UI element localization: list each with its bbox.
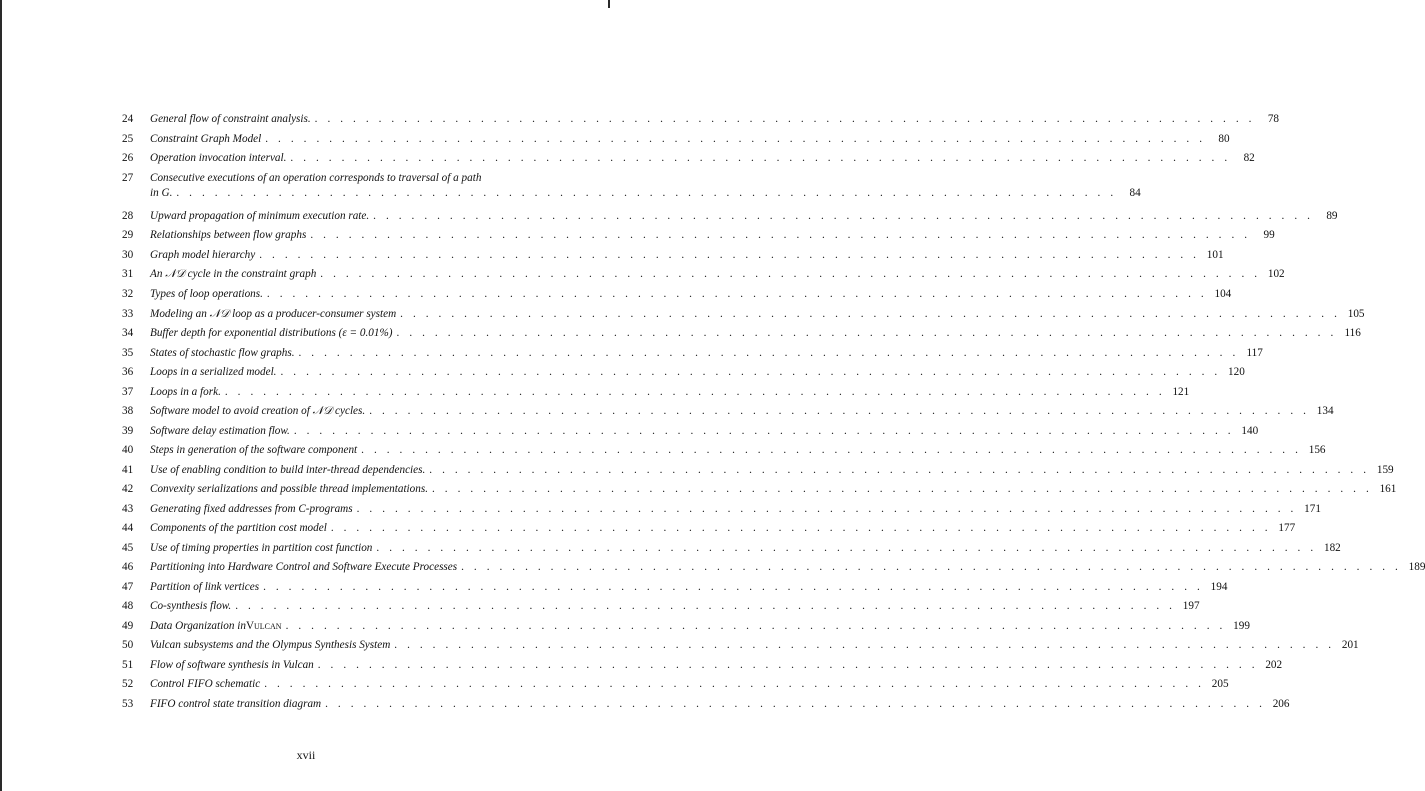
entry-body (150, 424, 1259, 439)
figure-number: 41 (122, 463, 134, 476)
page-ref[interactable]: 197 (1182, 600, 1200, 613)
entry-body (150, 151, 1255, 166)
entry-body (150, 502, 1321, 517)
page-ref[interactable]: 206 (1272, 697, 1290, 710)
entry-body (150, 580, 1228, 595)
toc-entry[interactable] (122, 326, 1361, 346)
dot-leader: . . . . . . . . . . . . . . . . . . . . . . . . . . . . . . . . . . . . . . . . . . . . . . . . . . . . . . . . . . . . . . . . . . . . . . . . . . (461, 561, 1402, 574)
figure-title: An 𝒩𝒟 cycle in the constraint graph (150, 268, 317, 281)
figure-number: 45 (122, 541, 134, 554)
figure-number: 50 (122, 639, 134, 652)
toc-entry[interactable] (122, 541, 1341, 561)
entry-line (150, 482, 1397, 497)
page-ref[interactable]: 116 (1344, 327, 1361, 340)
dot-leader: . . . . . . . . . . . . . . . . . . . . . . . . . . . . . . . . . . . . . . . . . . . . . . . . . . . . . . . . . . . . . . . . . . . . . . . . . . (235, 600, 1176, 613)
toc-entry[interactable] (122, 443, 1326, 463)
figure-title-smallcaps: Vulcan (245, 619, 282, 632)
dot-leader: . . . . . . . . . . . . . . . . . . . . . . . . . . . . . . . . . . . . . . . . . . . . . . . . . . . . . . . . . . . . . . . . . . . . . . . . . . (264, 678, 1205, 691)
figure-title: Generating fixed addresses from C-programs (150, 502, 353, 515)
entry-line (150, 307, 1365, 322)
figure-number: 51 (122, 658, 134, 671)
figure-title: Flow of software synthesis in Vulcan (150, 658, 314, 671)
toc-entry[interactable] (122, 619, 1250, 639)
entry-line (150, 385, 1190, 400)
figure-number: 49 (122, 619, 134, 632)
entry-body (150, 112, 1280, 127)
figure-title-continuation: in G. (150, 186, 173, 199)
page-ref[interactable]: 117 (1246, 346, 1263, 359)
toc-entry[interactable] (122, 658, 1283, 678)
dot-leader: . . . . . . . . . . . . . . . . . . . . . . . . . . . . . . . . . . . . . . . . . . . . . . . . . . . . . . . . . . . . . . . . . . . . . . . . . . (330, 522, 1272, 535)
entry-line (150, 580, 1228, 595)
figure-number: 37 (122, 385, 134, 398)
toc-entry[interactable] (122, 228, 1275, 248)
entry-line (150, 443, 1326, 458)
entry-body (150, 287, 1232, 302)
entry-body (150, 346, 1263, 361)
toc-entry[interactable] (122, 638, 1359, 658)
figure-number: 29 (122, 229, 134, 242)
page-ref[interactable]: 177 (1278, 522, 1296, 535)
figure-number: 48 (122, 600, 134, 613)
entry-body (150, 385, 1190, 400)
entry-line (150, 521, 1296, 536)
page-ref[interactable]: 121 (1172, 385, 1190, 398)
page-ref[interactable]: 202 (1265, 658, 1283, 671)
entry-line (150, 287, 1232, 302)
figure-number: 40 (122, 444, 134, 457)
dot-leader: . . . . . . . . . . . . . . . . . . . . . . . . . . . . . . . . . . . . . . . . . . . . . . . . . . . . . . . . . . . . . . . . . . . . . . . . . . (176, 186, 1117, 199)
toc-entry[interactable] (122, 248, 1224, 268)
figure-title: Operation invocation interval. (150, 152, 287, 165)
page-ref[interactable]: 102 (1267, 268, 1285, 281)
figure-title: Use of enabling condition to build inter-thread dependencies. (150, 463, 426, 476)
entry-line (150, 248, 1224, 263)
entry-line (150, 132, 1230, 147)
dot-leader: . . . . . . . . . . . . . . . . . . . . . . . . . . . . . . . . . . . . . . . . . . . . . . . . . . . . . . . . . . . . . . . . . . . . . . . . . . (310, 229, 1251, 242)
entry-body (150, 326, 1361, 341)
toc-entry[interactable] (122, 287, 1232, 307)
entry-body (150, 404, 1334, 419)
entry-body (150, 658, 1283, 673)
figure-number: 27 (122, 171, 134, 184)
entry-line (150, 151, 1255, 166)
toc-entry[interactable] (122, 151, 1255, 171)
page-ref[interactable]: 140 (1241, 424, 1259, 437)
figure-number: 43 (122, 502, 134, 515)
entry-line (150, 404, 1334, 419)
figure-number: 47 (122, 580, 134, 593)
entry-body (150, 307, 1365, 322)
toc-entry[interactable] (122, 697, 1290, 717)
figure-number: 28 (122, 209, 134, 222)
dot-leader: . . . . . . . . . . . . . . . . . . . . . . . . . . . . . . . . . . . . . . . . . . . . . . . . . . . . . . . . . . . . . . . . . . . . . . . . . . (280, 366, 1221, 379)
figure-title: Modeling an 𝒩𝒟 loop as a producer-consumer system (150, 307, 397, 320)
entry-body (150, 619, 1250, 634)
figure-number: 44 (122, 522, 134, 535)
figure-title: Software delay estimation flow. (150, 424, 290, 437)
dot-leader: . . . . . . . . . . . . . . . . . . . . . . . . . . . . . . . . . . . . . . . . . . . . . . . . . . . . . . . . . . . . . . . . . . . . . . . . . . (266, 288, 1208, 300)
page-ref[interactable]: 161 (1379, 483, 1397, 496)
dot-leader: . . . . . . . . . . . . . . . . . . . . . . . . . . . . . . . . . . . . . . . . . . . . . . . . . . . . . . . . . . . . . . . . . . . . . . . . . . (376, 541, 1317, 554)
figure-number: 46 (122, 561, 134, 574)
figure-title: Types of loop operations. (150, 288, 263, 300)
entry-line (150, 502, 1321, 517)
figure-title: Steps in generation of the software component (150, 444, 358, 457)
toc-entry[interactable] (122, 521, 1296, 541)
figure-number: 25 (122, 132, 134, 145)
page-ref[interactable]: 101 (1206, 248, 1224, 261)
figure-title: Constraint Graph Model (150, 132, 262, 145)
entry-body (150, 171, 1141, 201)
entry-line (150, 346, 1263, 361)
figure-number: 53 (122, 697, 134, 710)
page-ref[interactable]: 78 (1267, 113, 1280, 125)
figure-title: Use of timing properties in partition cost function (150, 541, 373, 554)
entry-body (150, 697, 1290, 712)
entry-body (150, 521, 1296, 536)
entry-body (150, 560, 1425, 575)
page-ref[interactable]: 159 (1376, 463, 1394, 476)
entry-body (150, 443, 1326, 458)
entry-body (150, 677, 1229, 692)
dot-leader: . . . . . . . . . . . . . . . . . . . . . . . . . . . . . . . . . . . . . . . . . . . . . . . . . . . . . . . . . . . . . . . . . . . . . . . . . . (325, 697, 1266, 710)
figure-title: States of stochastic flow graphs. (150, 346, 295, 359)
figure-title: Loops in a fork. (150, 385, 221, 398)
entry-body (150, 132, 1230, 147)
entry-line (150, 619, 1250, 634)
toc-entry[interactable] (122, 365, 1245, 385)
dot-leader: . . . . . . . . . . . . . . . . . . . . . . . . . . . . . . . . . . . . . . . . . . . . . . . . . . . . . . . . . . . . . . . . . . . . . . . . . . (361, 444, 1302, 457)
dot-leader: . . . . . . . . . . . . . . . . . . . . . . . . . . . . . . . . . . . . . . . . . . . . . . . . . . . . . . . . . . . . . . . . . . . . . . . . . . (293, 424, 1235, 437)
page-number: xvii (296, 748, 316, 762)
entry-line (150, 658, 1283, 673)
page-ref[interactable]: 80 (1218, 132, 1230, 145)
dot-leader: . . . . . . . . . . . . . . . . . . . . . . . . . . . . . . . . . . . . . . . . . . . . . . . . . . . . . . . . . . . . . . . . . . . . . . . . . . (263, 580, 1204, 593)
toc-entry[interactable] (122, 599, 1200, 619)
figure-number: 42 (122, 483, 134, 496)
figure-title: FIFO control state transition diagram (150, 697, 322, 710)
dot-leader: . . . . . . . . . . . . . . . . . . . . . . . . . . . . . . . . . . . . . . . . . . . . . . . . . . . . . . . . . . . . . . . . . . . . . . . . . . (400, 307, 1341, 320)
figure-number: 52 (122, 678, 134, 691)
toc-entry[interactable] (122, 385, 1190, 405)
dot-leader: . . . . . . . . . . . . . . . . . . . . . . . . . . . . . . . . . . . . . . . . . . . . . . . . . . . . . . . . . . . . . . . . . . . . . . . . . . (432, 483, 1373, 496)
entry-body (150, 482, 1397, 497)
page-ref[interactable]: 205 (1211, 678, 1229, 691)
toc-entry[interactable] (122, 580, 1228, 600)
figure-number: 33 (122, 307, 134, 320)
figure-title: Graph model hierarchy (150, 248, 256, 261)
figure-number: 36 (122, 366, 134, 379)
entry-body (150, 463, 1394, 478)
toc-entry[interactable] (122, 112, 1280, 132)
entry-body (150, 599, 1200, 614)
entry-line (150, 228, 1275, 243)
dot-leader: . . . . . . . . . . . . . . . . . . . . . . . . . . . . . . . . . . . . . . . . . . . . . . . . . . . . . . . . . . . . . . . . . . . . . . . . . . (369, 405, 1310, 418)
entry-body (150, 209, 1338, 224)
figure-title: Vulcan subsystems and the Olympus Synthesis System (150, 639, 391, 652)
page-ref[interactable]: 104 (1214, 288, 1232, 300)
page-ref[interactable]: 99 (1263, 229, 1275, 242)
figure-title: General flow of constraint analysis. (150, 113, 311, 125)
toc-entry[interactable] (122, 463, 1394, 483)
figure-title: Loops in a serialized model. (150, 366, 277, 379)
entry-line (150, 424, 1259, 439)
figure-number: 38 (122, 405, 134, 418)
entry-line (150, 697, 1290, 712)
figure-number: 34 (122, 327, 134, 340)
entry-line (150, 541, 1341, 556)
dot-leader: . . . . . . . . . . . . . . . . . . . . . . . . . . . . . . . . . . . . . . . . . . . . . . . . . . . . . . . . . . . . . . . . . . . . . . . . . . (373, 209, 1314, 222)
entry-line (150, 560, 1425, 575)
figure-title: Software model to avoid creation of 𝒩𝒟 cycles. (150, 405, 366, 418)
figure-title: Relationships between flow graphs (150, 229, 307, 242)
scan-edge-left (0, 0, 2, 791)
toc-entry[interactable] (122, 404, 1334, 424)
page-ref[interactable]: 82 (1243, 152, 1255, 165)
toc-entry[interactable] (122, 132, 1230, 152)
entry-line (150, 463, 1394, 478)
entry-line (150, 326, 1361, 341)
page-ref[interactable]: 84 (1129, 186, 1141, 199)
toc-entry[interactable] (122, 267, 1285, 287)
page-ref[interactable]: 156 (1308, 444, 1326, 457)
dot-leader: . . . . . . . . . . . . . . . . . . . . . . . . . . . . . . . . . . . . . . . . . . . . . . . . . . . . . . . . . . . . . . . . . . . . . . . . . . (285, 619, 1226, 632)
dot-leader: . . . . . . . . . . . . . . . . . . . . . . . . . . . . . . . . . . . . . . . . . . . . . . . . . . . . . . . . . . . . . . . . . . . . . . . . . . (314, 113, 1256, 125)
entry-line (150, 209, 1338, 224)
figure-title: Components of the partition cost model (150, 522, 327, 535)
figure-number: 26 (122, 152, 134, 165)
entry-line (150, 677, 1229, 692)
page-ref[interactable]: 134 (1316, 405, 1334, 418)
dot-leader: . . . . . . . . . . . . . . . . . . . . . . . . . . . . . . . . . . . . . . . . . . . . . . . . . . . . . . . . . . . . . . . . . . . . . . . . . . (320, 268, 1261, 281)
entry-line (150, 186, 1141, 201)
dot-leader: . . . . . . . . . . . . . . . . . . . . . . . . . . . . . . . . . . . . . . . . . . . . . . . . . . . . . . . . . . . . . . . . . . . . . . . . . . (224, 385, 1166, 398)
figure-title: Data Organization in (150, 619, 246, 632)
entry-line (150, 638, 1359, 653)
figure-number: 32 (122, 288, 134, 300)
figure-title: Partition of link vertices (150, 580, 260, 593)
figure-title: Partitioning into Hardware Control and Software Execute Processes (150, 561, 458, 574)
figure-title: Convexity serializations and possible thread implementations. (150, 483, 429, 496)
entry-body (150, 248, 1224, 263)
figure-title: Consecutive executions of an operation corresponds to traversal of a path (150, 171, 482, 184)
entry-line (150, 171, 514, 186)
entry-body (150, 365, 1245, 380)
toc-entry[interactable] (122, 482, 1397, 502)
figure-number: 24 (122, 113, 134, 125)
figure-title: Upward propagation of minimum execution rate. (150, 209, 370, 222)
toc-entry[interactable] (122, 307, 1365, 327)
toc-entry[interactable] (122, 560, 1425, 580)
entry-body (150, 541, 1341, 556)
dot-leader: . . . . . . . . . . . . . . . . . . . . . . . . . . . . . . . . . . . . . . . . . . . . . . . . . . . . . . . . . . . . . . . . . . . . . . . . . . (317, 658, 1259, 671)
figure-number: 35 (122, 346, 134, 359)
dot-leader: . . . . . . . . . . . . . . . . . . . . . . . . . . . . . . . . . . . . . . . . . . . . . . . . . . . . . . . . . . . . . . . . . . . . . . . . . . (298, 346, 1239, 359)
entry-line (150, 112, 1280, 127)
dot-leader: . . . . . . . . . . . . . . . . . . . . . . . . . . . . . . . . . . . . . . . . . . . . . . . . . . . . . . . . . . . . . . . . . . . . . . . . . . (396, 327, 1337, 340)
entry-line (150, 267, 1285, 282)
entry-line (150, 599, 1200, 614)
page-ref[interactable]: 171 (1304, 502, 1321, 515)
figure-number: 39 (122, 424, 134, 437)
toc-entry[interactable] (122, 209, 1338, 229)
dot-leader: . . . . . . . . . . . . . . . . . . . . . . . . . . . . . . . . . . . . . . . . . . . . . . . . . . . . . . . . . . . . . . . . . . . . . . . . . . (265, 132, 1206, 145)
figure-number: 31 (122, 268, 134, 281)
page-ref[interactable]: 89 (1326, 209, 1338, 222)
toc-entry[interactable] (122, 424, 1259, 444)
page-ref[interactable]: 105 (1347, 307, 1365, 320)
scan-edge-right (608, 0, 610, 8)
dot-leader: . . . . . . . . . . . . . . . . . . . . . . . . . . . . . . . . . . . . . . . . . . . . . . . . . . . . . . . . . . . . . . . . . . . . . . . . . . (259, 248, 1200, 261)
figure-title: Buffer depth for exponential distributions (ε = 0.01%) (150, 327, 393, 340)
toc-entry[interactable] (122, 677, 1229, 697)
entry-body (150, 228, 1275, 243)
dot-leader: . . . . . . . . . . . . . . . . . . . . . . . . . . . . . . . . . . . . . . . . . . . . . . . . . . . . . . . . . . . . . . . . . . . . . . . . . . (394, 639, 1335, 652)
toc-entry[interactable] (122, 502, 1321, 522)
entry-body (150, 638, 1359, 653)
toc-entry[interactable] (122, 171, 1141, 209)
dot-leader: . . . . . . . . . . . . . . . . . . . . . . . . . . . . . . . . . . . . . . . . . . . . . . . . . . . . . . . . . . . . . . . . . . . . . . . . . . (290, 152, 1231, 165)
page-ref[interactable]: 120 (1228, 366, 1245, 379)
toc-entry[interactable] (122, 346, 1263, 366)
entry-body (150, 267, 1285, 282)
page-ref[interactable]: 194 (1210, 580, 1228, 593)
page-ref[interactable]: 189 (1408, 561, 1425, 574)
figure-title: Co-synthesis flow. (150, 600, 232, 613)
page-ref[interactable]: 182 (1323, 541, 1341, 554)
figure-title: Control FIFO schematic (150, 678, 261, 691)
list-of-figures (122, 112, 1425, 716)
page-ref[interactable]: 201 (1341, 639, 1359, 652)
entry-line (150, 365, 1245, 380)
page-ref[interactable]: 199 (1233, 619, 1250, 632)
dot-leader: . . . . . . . . . . . . . . . . . . . . . . . . . . . . . . . . . . . . . . . . . . . . . . . . . . . . . . . . . . . . . . . . . . . . . . . . . . (356, 502, 1297, 515)
figure-number: 30 (122, 248, 134, 261)
dot-leader: . . . . . . . . . . . . . . . . . . . . . . . . . . . . . . . . . . . . . . . . . . . . . . . . . . . . . . . . . . . . . . . . . . . . . . . . . . (429, 463, 1370, 476)
